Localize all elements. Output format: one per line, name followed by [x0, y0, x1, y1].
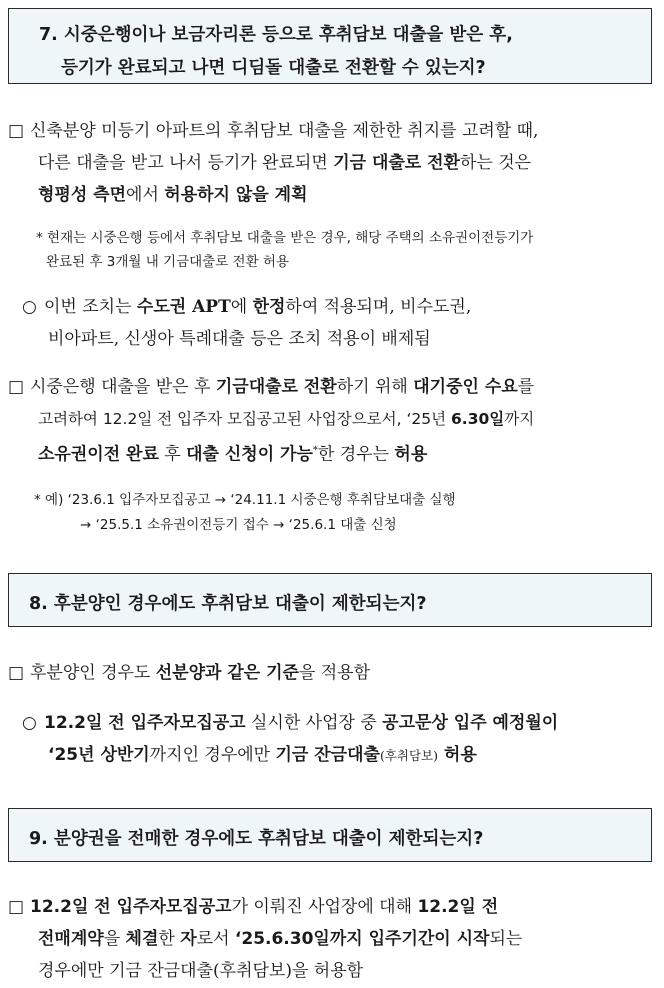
- q7-paragraph-1: [8, 114, 656, 224]
- q8-paragraph-2: [8, 706, 656, 776]
- q8-paragraph-1: [8, 656, 656, 692]
- q8-p2-bold-notice: 12.2일 전 입주자모집공고: [44, 713, 246, 733]
- q7-p3-text-a: 시중은행 대출을 받은 후: [30, 377, 216, 397]
- q9-p1-text-f: 로서: [196, 929, 235, 949]
- q8-p2-bold-balance-loan: 기금 잔금대출: [275, 745, 380, 765]
- q7-p2-text-e: 하여 적용되며, 비수도권,: [285, 297, 472, 317]
- question-8-title: 8. 후분양인 경우에도 후취담보 대출이 제한되는지?: [29, 594, 427, 614]
- q9-p1-text-h: 되는: [489, 929, 523, 949]
- q7-p1-line2-text: 다른 대출을 받고 나서 등기가 완료되면: [38, 153, 334, 173]
- circle-bullet: ○: [22, 713, 37, 733]
- question-8-box: [8, 573, 652, 627]
- q7-note-2-line2: → ‘25.5.1 소유권이전등기 접수 → ‘25.6.1 대출 신청: [80, 517, 397, 533]
- question-7-box: [8, 8, 652, 84]
- q7-p2-bold-limited: 한정: [252, 297, 286, 317]
- circle-bullet: ○: [22, 297, 37, 317]
- q7-p1-line2-end: 하는 것은: [459, 153, 532, 173]
- question-7-title-line1: 7. 시중은행이나 보금자리론 등으로 후취담보 대출을 받은 후,: [39, 25, 513, 45]
- q8-p1-text-a: 후분양인 경우도: [30, 663, 156, 683]
- q7-p3-line2-text: 고려하여 12.2일 전 입주자 모집공고된 사업장으로서, ‘25년: [38, 410, 452, 428]
- q7-p3-line2-end: 까지: [504, 410, 535, 428]
- question-9-box: [8, 808, 652, 862]
- q8-p1-bold-same-standard: 선분양과 같은 기준: [155, 663, 299, 683]
- q9-p1-bold-resale: 전매계약: [38, 929, 104, 949]
- q7-p1-line1: 신축분양 미등기 아파트의 후취담보 대출을 제한한 취지를 고려할 때,: [30, 121, 539, 141]
- q7-p3-text-e: 를: [517, 377, 535, 397]
- question-7-title-line2: 등기가 완료되고 나면 디딤돌 대출로 전환할 수 있는지?: [61, 58, 486, 78]
- q7-p1-bold-equity: 형평성 측면: [38, 185, 127, 205]
- q7-p3-footnote-mark: *: [312, 445, 318, 456]
- q9-p1-line3: 경우에만 기금 잔금대출(후취담보)을 허용함: [38, 961, 364, 981]
- square-bullet: □: [8, 663, 25, 683]
- question-9-title: 9. 분양권을 전매한 경우에도 후취담보 대출이 제한되는지?: [29, 829, 484, 849]
- q7-p3-line3-after: 후: [158, 444, 187, 465]
- q9-p1-text-d: 한: [158, 929, 181, 949]
- q8-p2-text-b: 실시한 사업장 중: [245, 713, 383, 733]
- q7-p2-bold-capital-apt: 수도권 APT: [136, 297, 231, 317]
- q7-p3-bold-date: 6.30일: [451, 410, 505, 428]
- square-bullet: □: [8, 377, 25, 397]
- q7-note-2-line1: * 예) ‘23.6.1 입주자모집공고 → ‘24.11.1 시중은행 후취담보대출 실행: [34, 492, 456, 508]
- q7-p1-bold-not-allowed: 허용하지 않을 계획: [164, 185, 308, 205]
- q7-p3-bold-waiting-demand: 대기중인 수요: [413, 377, 518, 397]
- q7-p3-text-c: 하기 위해: [336, 377, 414, 397]
- q8-p2-bold-move-in: 공고문상 입주 예정월이: [382, 713, 559, 733]
- q9-p1-text-b: 가 이뤄진 사업장에 대해: [231, 897, 418, 917]
- square-bullet: □: [8, 897, 25, 917]
- square-bullet: □: [8, 121, 25, 141]
- q7-p2-line2: 비아파트, 신생아 특례대출 등은 조치 적용이 배제됨: [48, 329, 431, 349]
- q9-p1-text-b2: 을: [103, 929, 126, 949]
- q8-p1-text-c: 을 적용함: [298, 663, 371, 683]
- q7-p3-line3-case: 한 경우는: [317, 444, 395, 465]
- q7-paragraph-2: [8, 290, 656, 360]
- q7-p3-bold-can-apply: 대출 신청이 가능: [186, 444, 313, 465]
- q7-p3-bold-allowed: 허용: [394, 444, 428, 465]
- q7-paragraph-3: [8, 370, 656, 474]
- q9-p1-bold-before: 12.2일 전: [417, 897, 499, 917]
- q9-p1-bold-signed: 체결: [125, 929, 159, 949]
- q9-p1-bold-person: 자: [180, 929, 197, 949]
- q8-p2-paren: (후취담보): [379, 748, 439, 763]
- q7-p3-bold-convert: 기금대출로 전환: [215, 377, 337, 397]
- q7-p2-text-c: 에: [230, 297, 253, 317]
- q8-p2-bold-first-half: ‘25년 상반기: [48, 745, 150, 765]
- q7-p2-text-a: 이번 조치는: [44, 297, 137, 317]
- q8-p2-bold-allowed: 허용: [438, 745, 477, 765]
- q7-p1-line3-text: 에서: [126, 185, 165, 205]
- q7-note-1-line1: * 현재는 시중은행 등에서 후취담보 대출을 받은 경우, 해당 주택의 소유권이전등기가: [36, 230, 534, 246]
- q9-p1-bold-move-in-start: ‘25.6.30일까지 입주기간이 시작: [234, 929, 490, 949]
- q7-note-1-line2: 완료된 후 3개월 내 기금대출로 전환 허용: [46, 254, 289, 270]
- q7-p1-bold-fund-loan: 기금 대출로 전환: [333, 153, 460, 173]
- q7-p3-bold-ownership: 소유권이전 완료: [38, 444, 159, 465]
- q9-p1-bold-notice: 12.2일 전 입주자모집공고: [30, 897, 232, 917]
- q8-p2-text-until: 까지인 경우에만: [149, 745, 276, 765]
- q9-paragraph-1: [8, 890, 656, 988]
